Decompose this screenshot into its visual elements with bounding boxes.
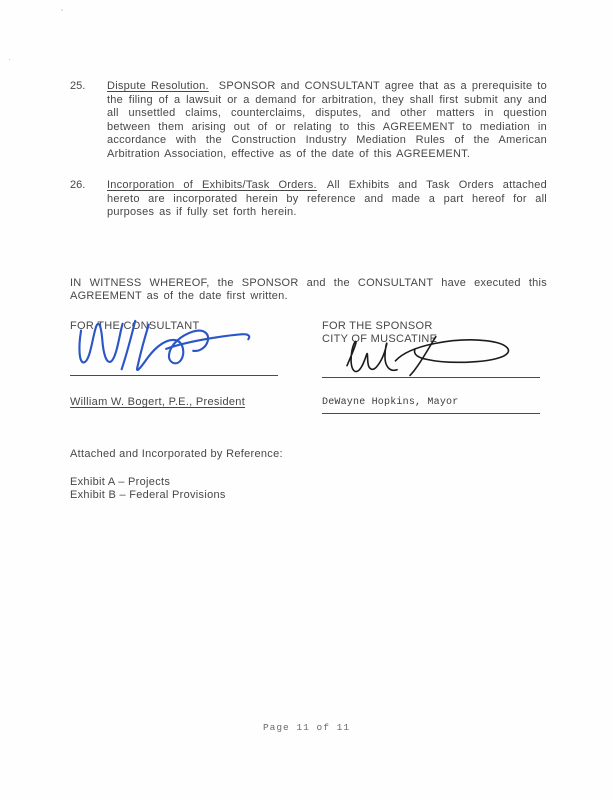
clause-body: All Exhibits and Task Orders attached hereto are incorporated herein by reference and made a part hereof for all purposes as if fully set forth herein.	[107, 179, 547, 218]
sponsor-signature-block	[322, 320, 545, 415]
consultant-signature-line	[70, 375, 278, 376]
consultant-signature-label: FOR THE CONSULTANT	[70, 319, 200, 332]
sponsor-signature-line	[322, 377, 540, 378]
clause-number: 26.	[70, 179, 86, 191]
clause-body: SPONSOR and CONSULTANT agree that as a prerequisite to the filing of a lawsuit or a demand for arbitration, they shall first submit any and all unsettled claims, counterclaims, disputes, and other matters in question between them arising out of or relating to this AGREEMENT to mediation in accordance with the Construction Industry Mediation Rules of the American Arbitration Association, effective as of the date of this AGREEMENT.	[107, 80, 547, 160]
consultant-signature-block	[70, 320, 322, 415]
signature-section	[70, 320, 547, 415]
clause-paragraph	[107, 80, 547, 161]
exhibit-list	[70, 476, 547, 503]
sponsor-signature-label: FOR THE SPONSOR	[322, 319, 433, 332]
scan-artifact: ·	[8, 54, 11, 64]
attachments-section	[70, 448, 547, 503]
clause-paragraph	[107, 179, 547, 220]
sponsor-name: DeWayne Hopkins, Mayor	[322, 396, 459, 408]
page-content	[70, 80, 547, 503]
clause-heading: Dispute Resolution.	[107, 80, 209, 92]
clause-number: 25.	[70, 80, 86, 92]
witness-paragraph: IN WITNESS WHEREOF, the SPONSOR and the CONSULTANT have executed this AGREEMENT as of the date first written.	[70, 276, 547, 302]
clause-item	[70, 179, 547, 220]
clause-item	[70, 80, 547, 161]
sponsor-name-line	[322, 413, 540, 414]
attachments-heading: Attached and Incorporated by Reference:	[70, 448, 283, 460]
sponsor-city-label: CITY OF MUSCATINE	[322, 333, 438, 345]
exhibit-list-item: Exhibit A – Projects	[70, 475, 171, 488]
clause-heading: Incorporation of Exhibits/Task Orders.	[107, 179, 317, 191]
exhibit-list-item: Exhibit B – Federal Provisions	[70, 489, 226, 501]
scan-artifact: `	[58, 7, 65, 19]
page-footer: Page 11 of 11	[262, 722, 351, 733]
consultant-name: William W. Bogert, P.E., President	[70, 396, 246, 408]
